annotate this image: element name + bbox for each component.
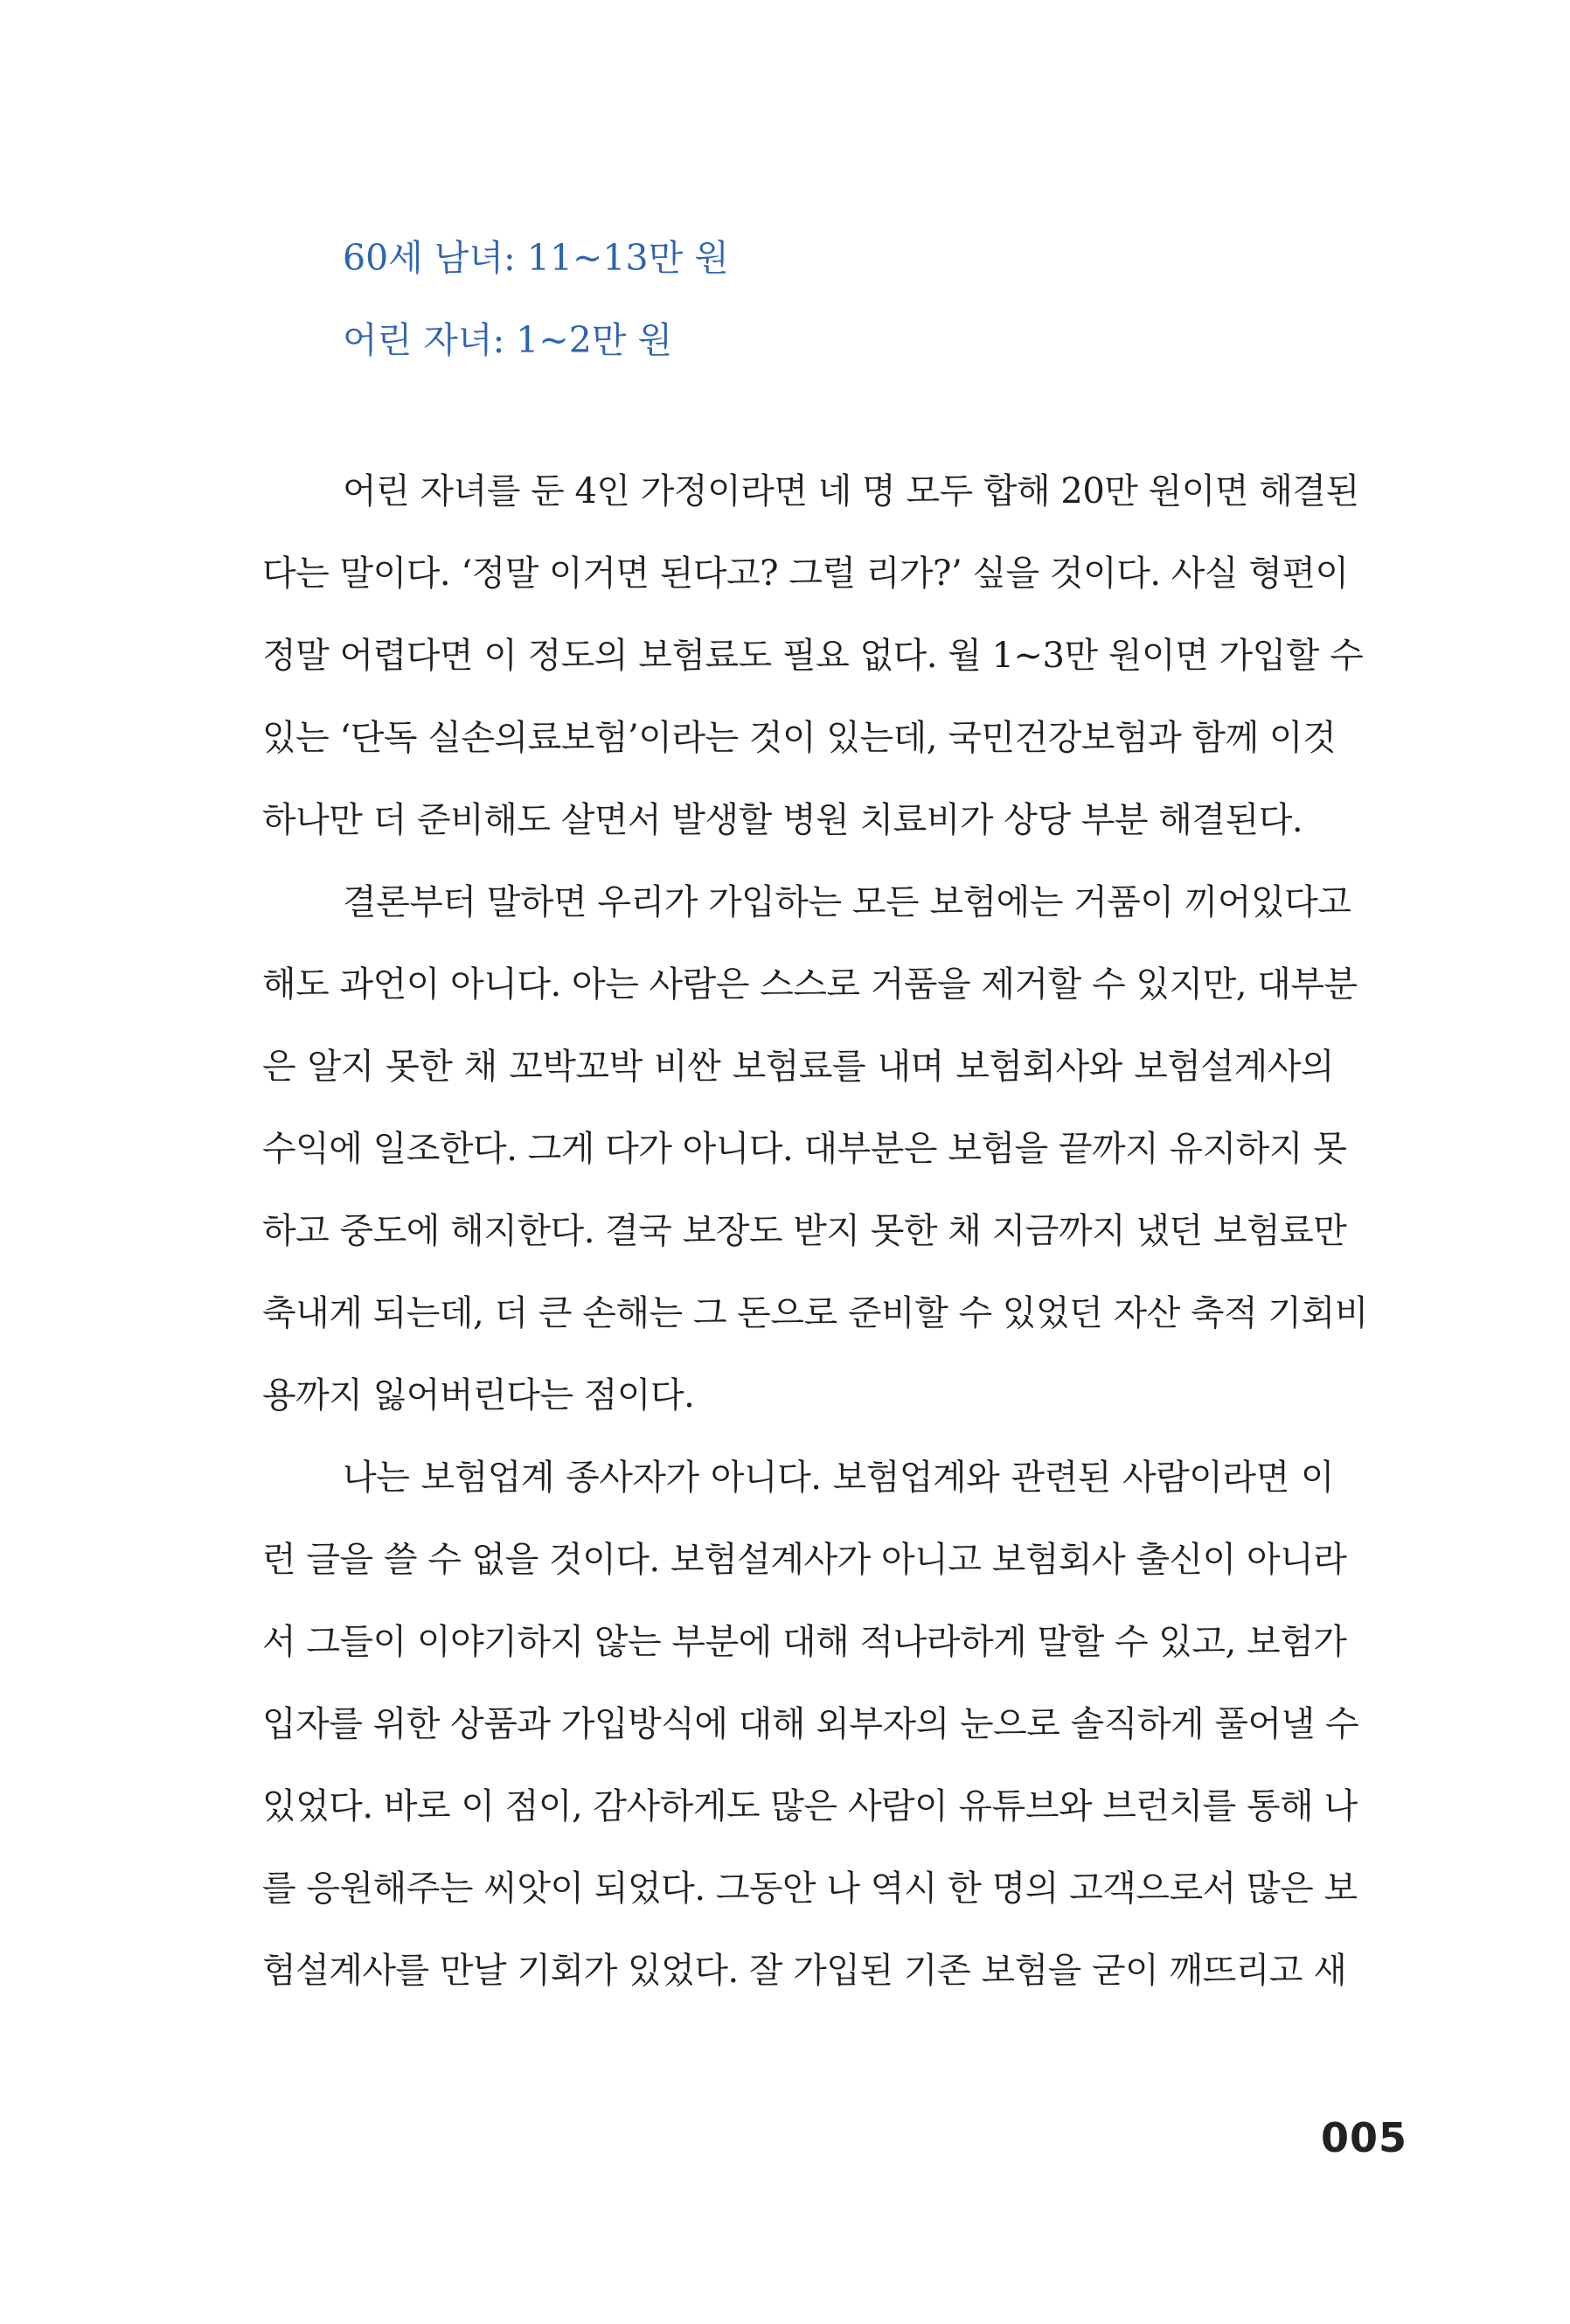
paragraph-line: 용까지 잃어버린다는 점이다.: [262, 1375, 695, 1416]
price-line-children: 어린 자녀: 1~2만 원: [343, 319, 673, 361]
paragraph-line: 결론부터 말하면 우리가 가입하는 모든 보험에는 거품이 끼어있다고: [343, 882, 1351, 922]
paragraph-line: 있었다. 바로 이 점이, 감사하게도 많은 사람이 유튜브와 브런치를 통해 나: [262, 1786, 1358, 1826]
paragraph-3: [262, 1437, 1359, 2012]
price-line-60s: 60세 남녀: 11~13만 원: [343, 237, 729, 279]
paragraph-line: 있는 ‘단독 실손의료보험’이라는 것이 있는데, 국민건강보험과 함께 이것: [262, 718, 1337, 758]
body-text: [262, 450, 1368, 2012]
paragraph-line: 서 그들이 이야기하지 않는 부분에 대해 적나라하게 말할 수 있고, 보험가: [262, 1622, 1347, 1662]
paragraph-2: [262, 861, 1368, 1437]
paragraph-line: 런 글을 쓸 수 없을 것이다. 보험설계사가 아니고 보험회사 출신이 아니라: [262, 1540, 1347, 1580]
paragraph-line: 수익에 일조한다. 그게 다가 아니다. 대부분은 보험을 끝까지 유지하지 못: [262, 1129, 1347, 1169]
paragraph-line: 하나만 더 준비해도 살면서 발생할 병원 치료비가 상당 부분 해결된다.: [262, 800, 1303, 840]
paragraph-line: 를 응원해주는 씨앗이 되었다. 그동안 나 역시 한 명의 고객으로서 많은 보: [262, 1868, 1358, 1909]
paragraph-line: 입자를 위한 상품과 가입방식에 대해 외부자의 눈으로 솔직하게 풀어낼 수: [262, 1704, 1359, 1744]
paragraph-line: 나는 보험업계 종사자가 아니다. 보험업계와 관련된 사람이라면 이: [343, 1458, 1334, 1498]
page-number: 005: [1320, 2114, 1407, 2161]
price-list: [343, 217, 729, 381]
paragraph-line: 하고 중도에 해지한다. 결국 보장도 받지 못한 채 지금까지 냈던 보험료만: [262, 1211, 1347, 1251]
paragraph-line: 다는 말이다. ‘정말 이거면 된다고? 그럴 리가?’ 싶을 것이다. 사실 형편이: [262, 553, 1349, 594]
paragraph-line: 정말 어렵다면 이 정도의 보험료도 필요 없다. 월 1~3만 원이면 가입할 수: [262, 636, 1364, 676]
paragraph-line: 험설계사를 만날 기회가 있었다. 잘 가입된 기존 보험을 굳이 깨뜨리고 새: [262, 1951, 1347, 1991]
paragraph-line: 축내게 되는데, 더 큰 손해는 그 돈으로 준비할 수 있었던 자산 축적 기회비: [262, 1293, 1368, 1333]
paragraph-line: 어린 자녀를 둔 4인 가정이라면 네 명 모두 합해 20만 원이면 해결된: [343, 471, 1359, 511]
paragraph-line: 해도 과언이 아니다. 아는 사람은 스스로 거품을 제거할 수 있지만, 대부분: [262, 964, 1358, 1005]
paragraph-1: [262, 450, 1364, 861]
paragraph-line: 은 알지 못한 채 꼬박꼬박 비싼 보험료를 내며 보험회사와 보험설계사의: [262, 1047, 1334, 1087]
